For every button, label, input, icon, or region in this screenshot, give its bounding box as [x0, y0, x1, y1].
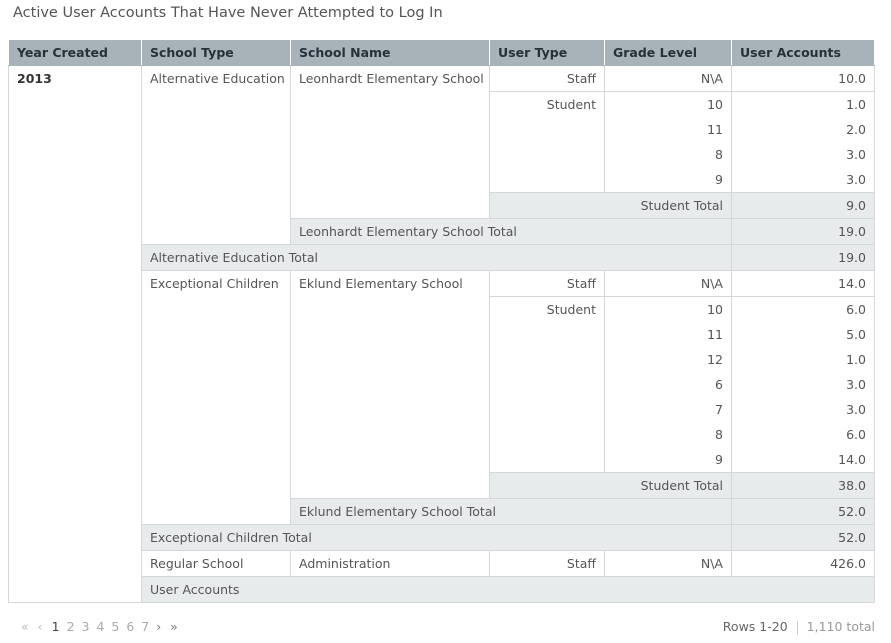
rows-range: Rows 1-20: [722, 619, 788, 634]
grade-level-cell: 8: [605, 422, 732, 447]
school-type-cell: Regular School: [142, 551, 291, 577]
grade-level-cell: 12: [605, 347, 732, 372]
page-link-2[interactable]: 2: [66, 619, 75, 634]
student-total-label: Student Total: [490, 193, 732, 219]
grade-level-cell: 9: [605, 447, 732, 473]
page-link-7[interactable]: 7: [141, 619, 150, 634]
page-link-3[interactable]: 3: [81, 619, 90, 634]
user-accounts-cell: 3.0: [732, 167, 875, 193]
header-row: [9, 40, 875, 66]
first-page-icon[interactable]: «: [21, 619, 29, 634]
school-type-cell: Alternative Education: [142, 66, 291, 245]
col-header-user-accounts[interactable]: User Accounts: [732, 40, 875, 66]
last-page-icon[interactable]: »: [170, 619, 178, 634]
user-accounts-cell: 14.0: [732, 271, 875, 297]
grade-level-cell: 11: [605, 322, 732, 347]
school-name-cell: Eklund Elementary School: [291, 271, 490, 499]
user-type-cell: Staff: [490, 271, 605, 297]
col-header-user-type[interactable]: User Type: [490, 40, 605, 66]
user-accounts-cell: 426.0: [732, 551, 875, 577]
student-total-value: 9.0: [732, 193, 875, 219]
user-accounts-cell: 1.0: [732, 92, 875, 118]
grade-level-cell: 8: [605, 142, 732, 167]
school-type-total-label: Exceptional Children Total: [142, 525, 732, 551]
divider: [797, 621, 798, 635]
user-accounts-cell: 3.0: [732, 397, 875, 422]
table-row: [9, 66, 875, 92]
school-total-label: Eklund Elementary School Total: [291, 499, 732, 525]
grade-level-cell: N\A: [605, 66, 732, 92]
col-header-year-created[interactable]: Year Created: [9, 40, 142, 66]
col-header-grade-level[interactable]: Grade Level: [605, 40, 732, 66]
grand-total-label: User Accounts: [142, 577, 875, 603]
user-type-cell: Student: [490, 92, 605, 193]
user-accounts-cell: 3.0: [732, 372, 875, 397]
year-created-cell: 2013: [9, 66, 142, 603]
student-total-label: Student Total: [490, 473, 732, 499]
school-type-cell: Exceptional Children: [142, 271, 291, 525]
user-type-cell: Student: [490, 297, 605, 473]
school-name-cell: Leonhardt Elementary School: [291, 66, 490, 219]
col-header-school-name[interactable]: School Name: [291, 40, 490, 66]
school-total-value: 52.0: [732, 499, 875, 525]
user-type-cell: Staff: [490, 66, 605, 92]
user-accounts-cell: 1.0: [732, 347, 875, 372]
user-accounts-cell: 14.0: [732, 447, 875, 473]
user-accounts-cell: 6.0: [732, 297, 875, 323]
table-footer: [0, 616, 891, 638]
school-type-total-label: Alternative Education Total: [142, 245, 732, 271]
grade-level-cell: 10: [605, 92, 732, 118]
total-count: 1,110 total: [806, 619, 875, 634]
school-total-label: Leonhardt Elementary School Total: [291, 219, 732, 245]
school-total-value: 19.0: [732, 219, 875, 245]
grade-level-cell: 10: [605, 297, 732, 323]
next-page-icon[interactable]: ›: [156, 619, 162, 634]
grade-level-cell: N\A: [605, 551, 732, 577]
grade-level-cell: 9: [605, 167, 732, 193]
user-accounts-cell: 3.0: [732, 142, 875, 167]
page-link-4[interactable]: 4: [96, 619, 105, 634]
student-total-value: 38.0: [732, 473, 875, 499]
pagination: [21, 619, 183, 634]
report-title: Active User Accounts That Have Never Attempted to Log In: [13, 5, 443, 21]
grade-level-cell: 6: [605, 372, 732, 397]
user-type-cell: Staff: [490, 551, 605, 577]
school-name-cell: Administration: [291, 551, 490, 577]
user-accounts-cell: 5.0: [732, 322, 875, 347]
grade-level-cell: 11: [605, 117, 732, 142]
user-accounts-cell: 2.0: [732, 117, 875, 142]
pivot-table: [8, 39, 875, 603]
grade-level-cell: N\A: [605, 271, 732, 297]
rows-info: [723, 619, 875, 635]
user-accounts-cell: 10.0: [732, 66, 875, 92]
user-accounts-cell: 6.0: [732, 422, 875, 447]
page-link-1[interactable]: 1: [51, 619, 60, 634]
grade-level-cell: 7: [605, 397, 732, 422]
col-header-school-type[interactable]: School Type: [142, 40, 291, 66]
school-type-total-value: 19.0: [732, 245, 875, 271]
page-link-6[interactable]: 6: [126, 619, 135, 634]
school-type-total-value: 52.0: [732, 525, 875, 551]
prev-page-icon[interactable]: ‹: [37, 619, 43, 634]
page-link-5[interactable]: 5: [111, 619, 120, 634]
